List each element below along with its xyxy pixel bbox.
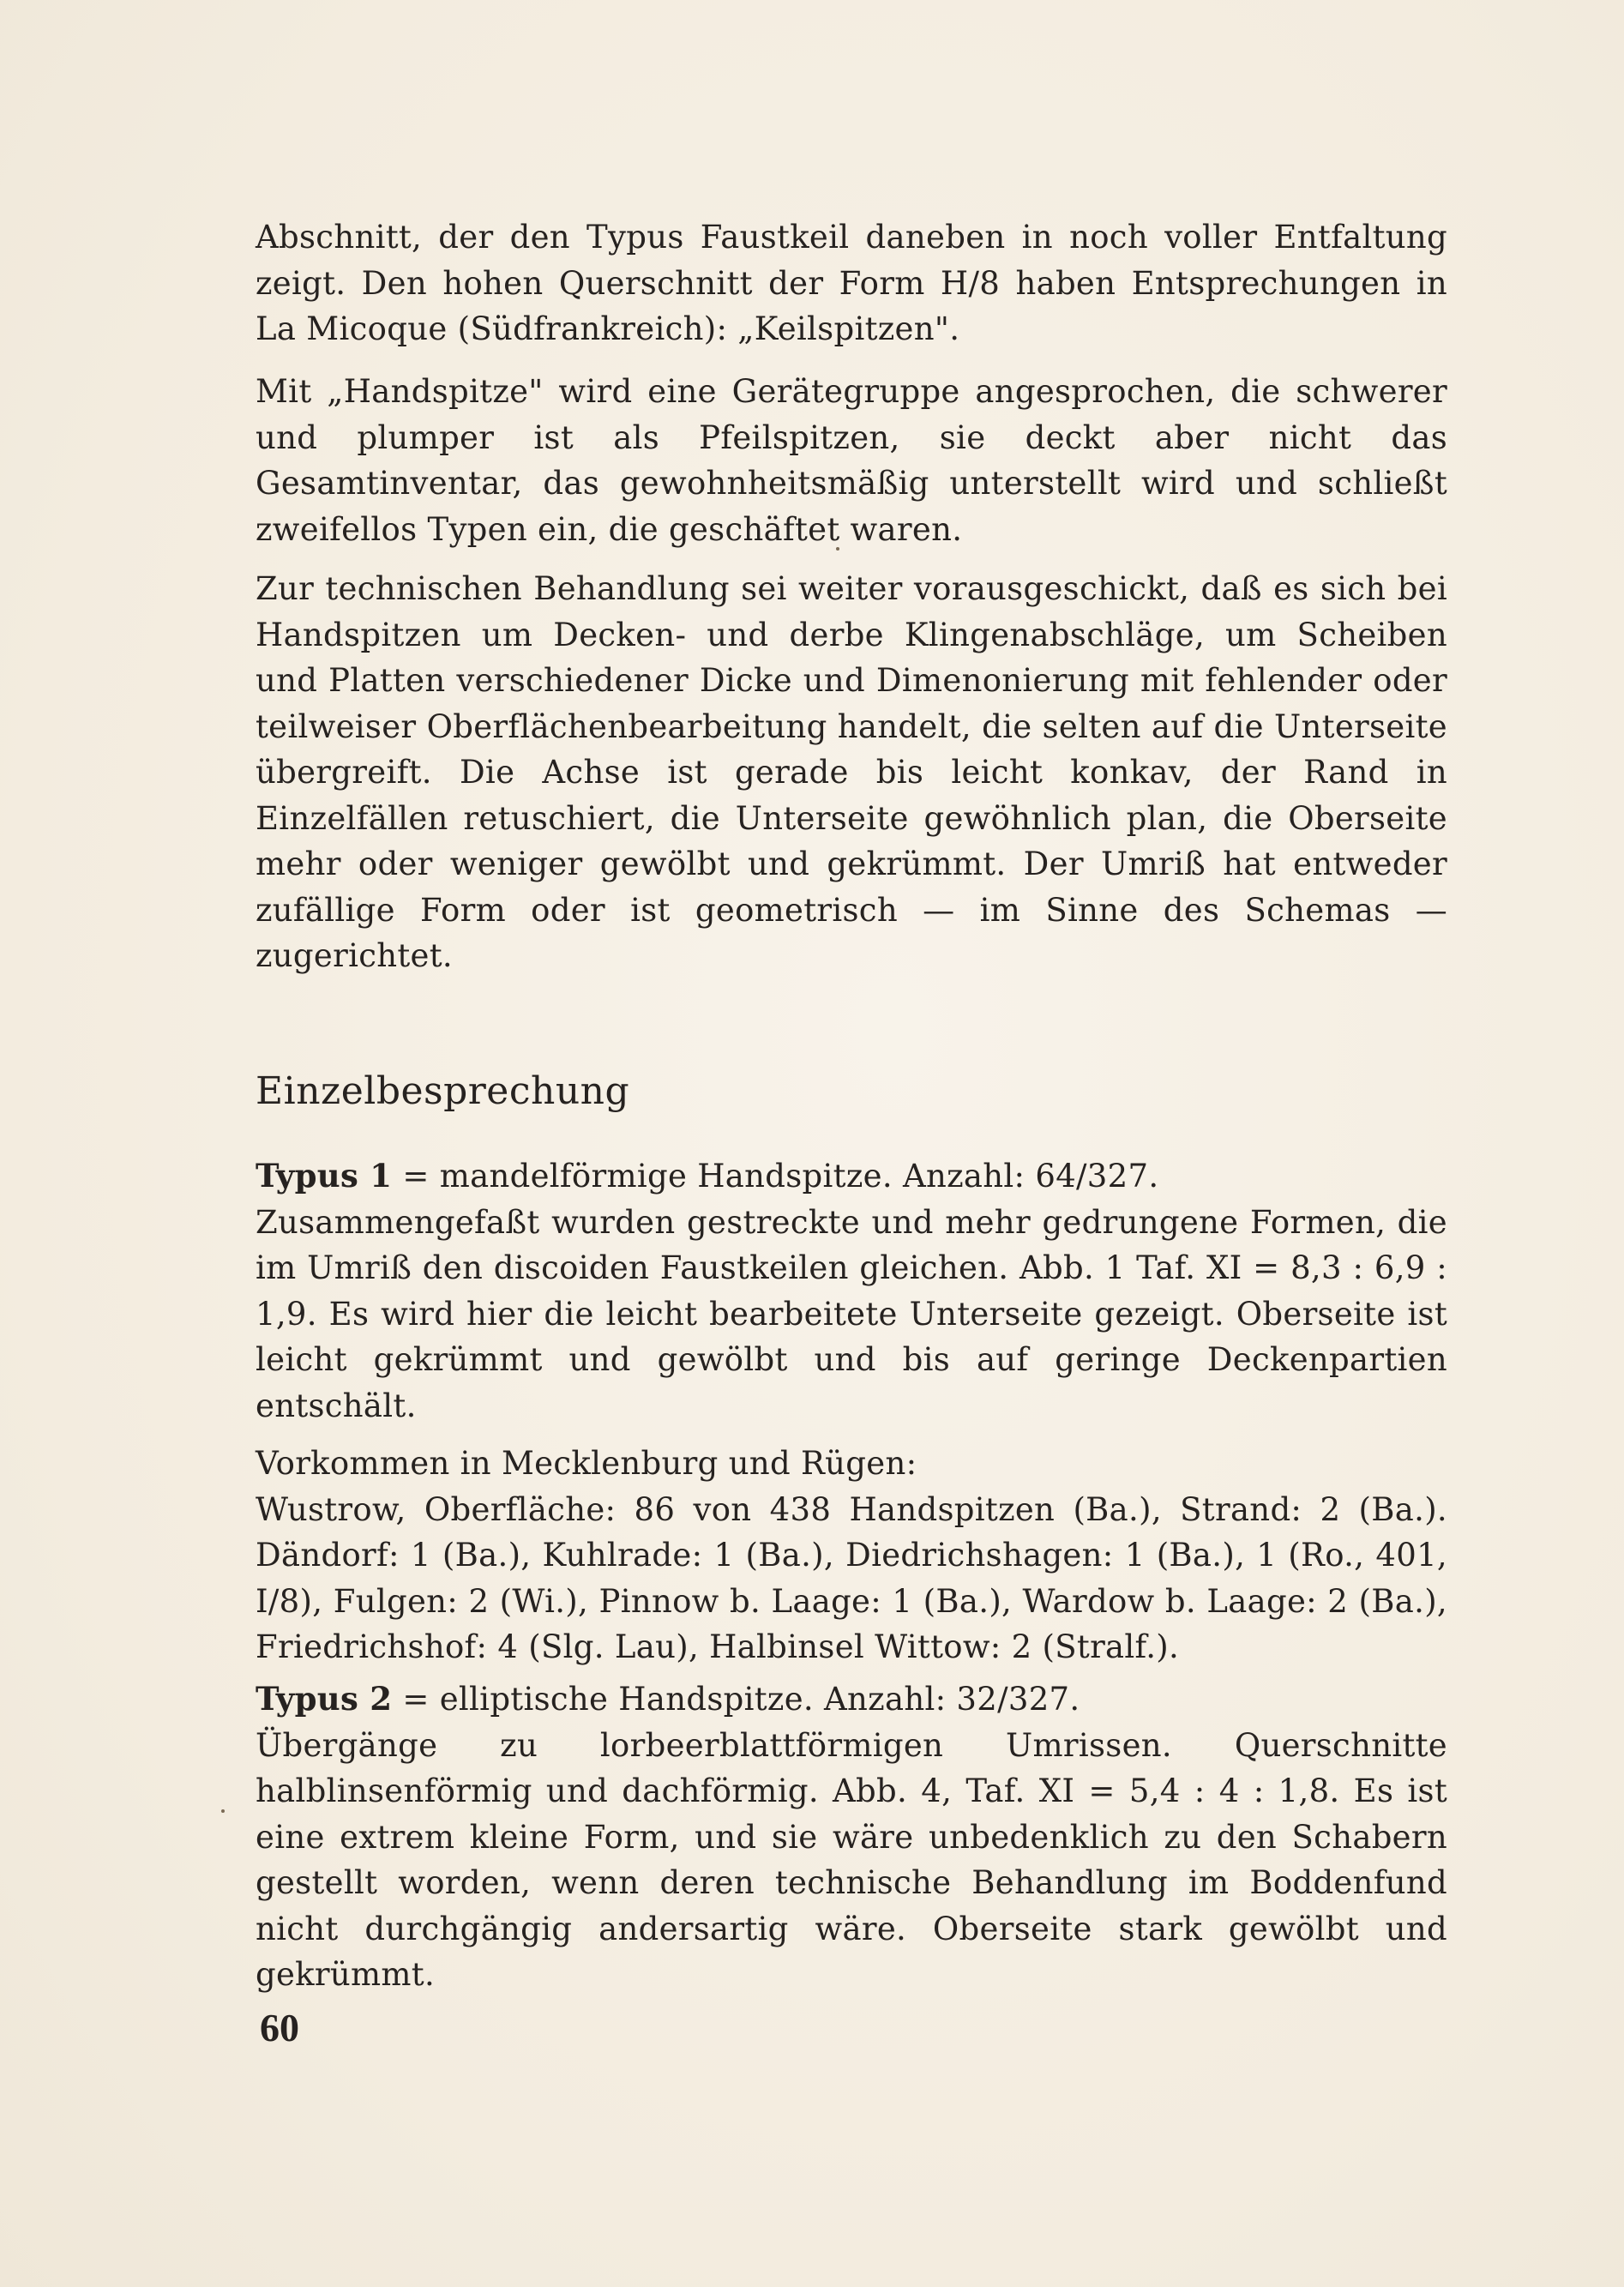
- paragraph-handspitze: Mit „Handspitze" wird eine Gerätegruppe angesprochen, die schwerer und plumper ist als Pfeilspitzen, sie deckt aber nicht das Gesamtinventar, das gewohnheitsmäßig unterstellt wird und schließt zweifellos Typen ein, die geschäftet waren.: [256, 373, 1447, 548]
- paragraph-technische-behandlung: Zur technischen Behandlung sei weiter vorausgeschickt, daß es sich bei Handspitzen um Decken- und derbe Klingenabschläge, um Scheiben und Platten verschiedener Dicke und Dimenonierung mit fehlender oder teilweiser Oberflächenbearbeitung handelt, die selten auf die Unterseite übergreift. Die Achse ist gerade bis leicht konkav, der Rand in Einzelfällen retuschiert, die Unterseite gewöhnlich plan, die Oberseite mehr oder weniger gewölbt und gekrümmt. Der Umriß hat entweder zufällige Form oder ist geometrisch — im Sinne des Schemas — zugerichtet.: [256, 570, 1447, 974]
- paper-speck: [836, 547, 839, 551]
- typus2-title: [256, 1676, 1447, 1723]
- typus1-label: Typus 1: [256, 1157, 393, 1195]
- typus1-section: [256, 1153, 1447, 1670]
- technik-section: [256, 566, 1447, 979]
- typus1-occurrence-label: Vorkommen in Mecklenburg und Rügen:: [256, 1445, 917, 1482]
- typus2-title-rest: = elliptische Handspitze. Anzahl: 32/327.: [392, 1681, 1080, 1718]
- typus2-section: [256, 1676, 1447, 1998]
- typus1-occurrence: Wustrow, Oberfläche: 86 von 438 Handspitzen (Ba.), Strand: 2 (Ba.). Dändorf: 1 (Ba.), Kuhlrade: 1 (Ba.), Diedrichshagen: 1 (Ba.), 1 (Ro., 401, I/8), Fulgen: 2 (Wi.), Pinnow b. Laage: 1 (Ba.), Wardow b. Laage: 2 (Ba.), Friedrichshof: 4 (Slg. Lau), Halbinsel Wittow: 2 (Stralf.).: [256, 1490, 1447, 1665]
- paper-speck: [221, 1809, 225, 1813]
- page-number: 60: [260, 2006, 299, 2049]
- typus2-label: Typus 2: [256, 1680, 393, 1718]
- handspitze-section: [256, 369, 1447, 552]
- typus1-description: Zusammengefaßt wurden gestreckte und mehr gedrungene Formen, die im Umriß den discoiden Faustkeilen gleichen. Abb. 1 Taf. XI = 8,3 : 6,9 : 1,9. Es wird hier die leicht bearbeitete Unterseite gezeigt. Oberseite ist leicht gekrümmt und gewölbt und bis auf geringe Deckenpartien entschält.: [256, 1203, 1447, 1424]
- typus1-title-rest: = mandelförmige Handspitze. Anzahl: 64/327.: [392, 1158, 1159, 1195]
- typus1-title: [256, 1153, 1447, 1200]
- paragraph-abschnitt: Abschnitt, der den Typus Faustkeil daneben in noch voller Entfaltung zeigt. Den hohen Querschnitt der Form H/8 haben Entsprechungen in La Micoque (Südfrankreich): „Keilspitzen".: [256, 219, 1447, 347]
- intro-section: [256, 214, 1447, 352]
- section-heading: Einzelbesprechung: [256, 1069, 630, 1113]
- typus2-description: Übergänge zu lorbeerblattförmigen Umrissen. Querschnitte halblinsenförmig und dachförmig. Abb. 4, Taf. XI = 5,4 : 4 : 1,8. Es ist eine extrem kleine Form, und sie wäre unbedenklich zu den Schabern gestellt worden, wenn deren technische Behandlung im Boddenfund nicht durchgängig andersartig wäre. Oberseite stark gewölbt und gekrümmt.: [256, 1726, 1447, 1993]
